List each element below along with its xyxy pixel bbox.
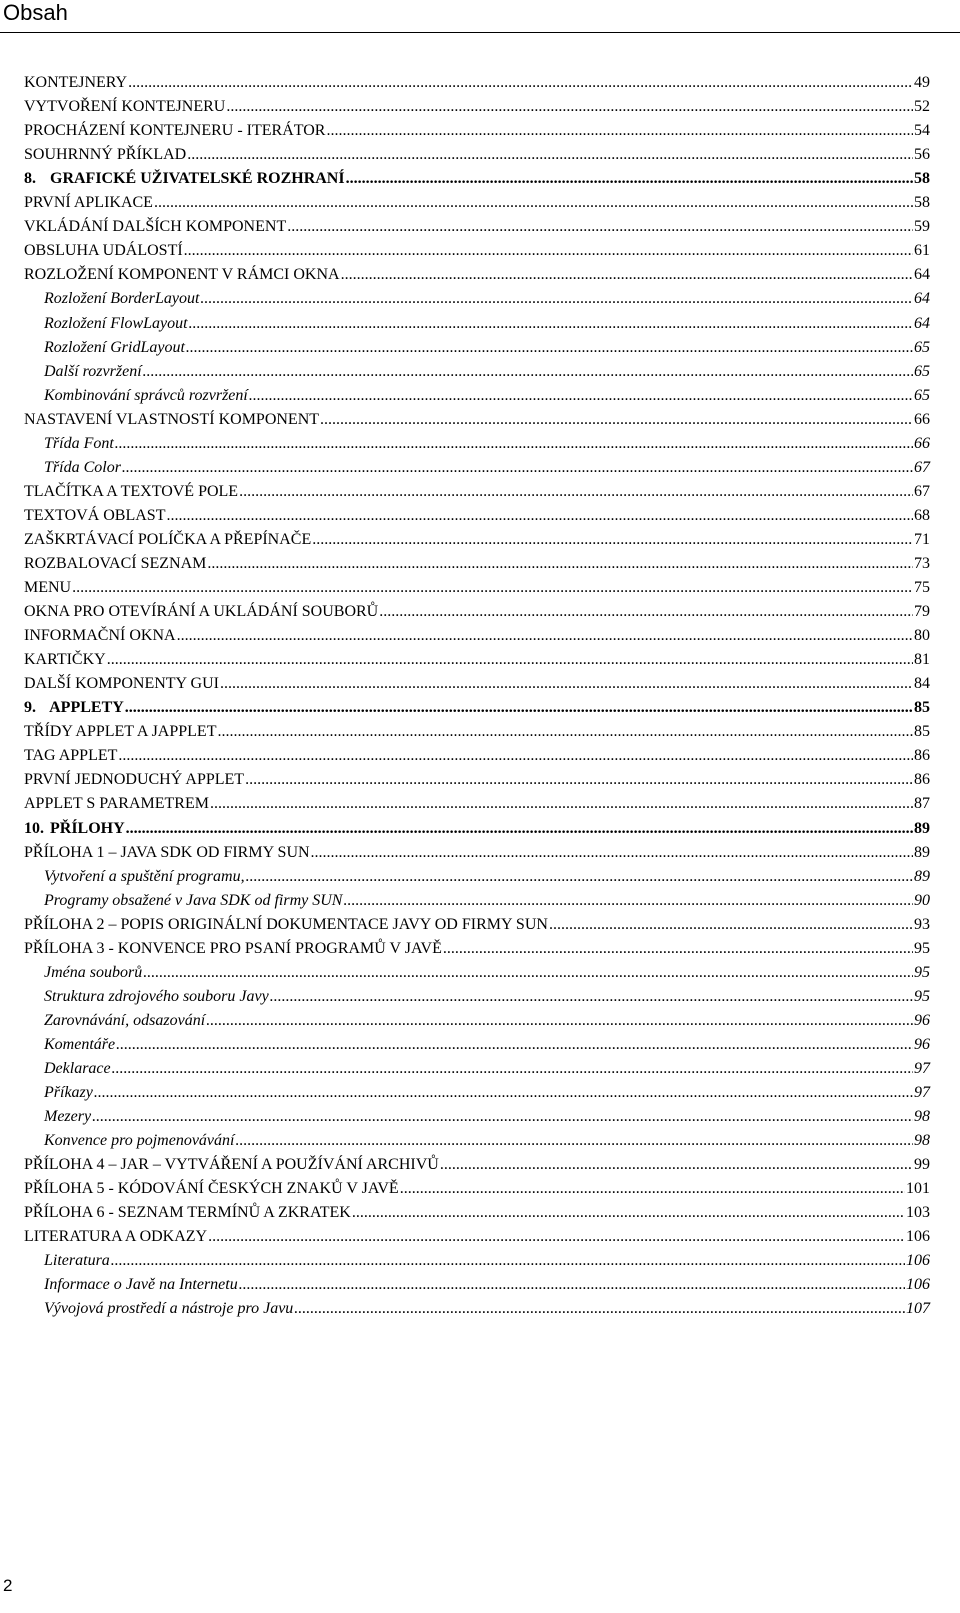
toc-entry-page: 68 (914, 506, 930, 524)
toc-entry-text: TLAČÍTKA A TEXTOVÉ POLE (24, 482, 239, 500)
toc-entry-text: Deklarace (44, 1059, 111, 1077)
toc-entry-label (44, 867, 245, 887)
toc-entry-page: 89 (914, 819, 930, 837)
dot-leader (249, 386, 913, 406)
dot-leader (379, 602, 913, 622)
toc-entry-text: TŘÍDY APPLET A JAPPLET (24, 723, 217, 741)
toc-entry-text: Zarovnávání, odsazování (44, 1011, 206, 1029)
toc-entry-text: Komentáře (44, 1035, 116, 1053)
chapter-number: 8. (24, 170, 36, 188)
toc-entry[interactable] (24, 285, 930, 309)
toc-entry[interactable] (24, 839, 930, 863)
dot-leader (549, 915, 913, 935)
toc-entry-page: 59 (914, 218, 930, 236)
toc-entry-label (44, 314, 188, 334)
toc-entry[interactable] (24, 526, 930, 550)
toc-entry-label (24, 554, 206, 574)
toc-entry-page: 73 (914, 554, 930, 572)
toc-entry-text: SOUHRNNÝ PŘÍKLAD (24, 146, 187, 164)
toc-entry-text: PŘÍLOHA 2 – POPIS ORIGINÁLNÍ DOKUMENTACE JAVY OD FIRMY SUN (24, 915, 548, 933)
toc-entry-label (24, 145, 186, 165)
toc-entry[interactable] (24, 790, 930, 814)
dot-leader (326, 121, 913, 141)
toc-entry-label (24, 915, 548, 935)
dot-leader (186, 338, 913, 358)
dot-leader (126, 819, 913, 839)
toc-entry-label (44, 1107, 91, 1127)
toc-entry-label (44, 1275, 238, 1295)
toc-entry-label (24, 1155, 439, 1175)
toc-entry[interactable] (24, 983, 930, 1007)
toc-entry-label (24, 193, 153, 213)
toc-entry-label (24, 1203, 351, 1223)
toc-entry[interactable] (24, 189, 930, 213)
dot-leader (166, 506, 913, 526)
toc-entry-label (44, 1035, 115, 1055)
dot-leader (294, 1299, 905, 1319)
toc-entry-page: 95 (914, 987, 930, 1005)
dot-leader (177, 626, 913, 646)
dot-leader (220, 674, 913, 694)
toc-entry-page: 98 (914, 1132, 930, 1150)
dot-leader (122, 458, 913, 478)
dot-leader (246, 867, 913, 887)
toc-entry[interactable] (24, 550, 930, 574)
toc-entry-page: 107 (906, 1300, 930, 1318)
dot-leader (239, 1275, 905, 1295)
toc-entry-page: 49 (914, 74, 930, 92)
dot-leader (311, 843, 913, 863)
toc-entry-page: 65 (914, 386, 930, 404)
toc-entry[interactable] (24, 742, 930, 766)
page-title: Obsah (3, 0, 68, 25)
dot-leader (210, 794, 913, 814)
toc-entry-text: Vytvoření a spuštění programu, (44, 867, 245, 885)
toc-entry-label (24, 626, 176, 646)
toc-entry-label (44, 386, 248, 406)
toc-entry-label (44, 362, 142, 382)
toc-entry-page: 85 (914, 723, 930, 741)
toc-entry[interactable] (24, 863, 930, 887)
toc-entry-page: 56 (914, 146, 930, 164)
toc-entry-page: 81 (914, 651, 930, 669)
toc-entry-page: 79 (914, 603, 930, 621)
toc-entry-text: PROCHÁZENÍ KONTEJNERU - ITERÁTOR (24, 122, 326, 140)
toc-entry[interactable] (24, 1247, 930, 1271)
toc-entry-text: Rozložení BorderLayout (44, 290, 200, 308)
dot-leader (346, 169, 913, 189)
toc-entry-label (24, 169, 345, 189)
toc-entry-page: 87 (914, 795, 930, 813)
toc-entry-text: GRAFICKÉ UŽIVATELSKÉ ROZHRANÍ (50, 170, 345, 188)
toc-entry[interactable] (24, 1031, 930, 1055)
toc-entry-page: 67 (914, 482, 930, 500)
toc-entry-text: ROZBALOVACÍ SEZNAM (24, 554, 207, 572)
toc-entry-label (24, 939, 442, 959)
dot-leader (400, 1179, 905, 1199)
dot-leader (235, 1131, 913, 1151)
toc-entry[interactable] (24, 358, 930, 382)
toc-entry-text: VYTVOŘENÍ KONTEJNERU (24, 98, 226, 116)
toc-entry-label (24, 746, 117, 766)
toc-entry-text: Vývojová prostředí a nástroje pro Javu (44, 1300, 294, 1318)
dot-leader (217, 722, 913, 742)
toc-entry-text: Rozložení FlowLayout (44, 314, 188, 332)
toc-entry-page: 65 (914, 338, 930, 356)
toc-entry[interactable] (24, 430, 930, 454)
toc-entry-page: 97 (914, 1084, 930, 1102)
toc-entry-page: 64 (914, 314, 930, 332)
toc-entry-text: DALŠÍ KOMPONENTY GUI (24, 675, 219, 693)
toc-entry[interactable] (24, 1103, 930, 1127)
dot-leader (92, 1107, 913, 1127)
toc-entry-page: 64 (914, 266, 930, 284)
toc-entry-text: ZAŠKRTÁVACÍ POLÍČKA A PŘEPÍNAČE (24, 530, 312, 548)
toc-entry-text: PŘÍLOHA 3 - KONVENCE PRO PSANÍ PROGRAMŮ V JAVĚ (24, 939, 442, 957)
dot-leader (245, 770, 913, 790)
dot-leader (112, 1059, 913, 1079)
table-of-contents (24, 69, 930, 1319)
toc-entry-text: Literatura (44, 1252, 110, 1270)
dot-leader (184, 241, 913, 261)
toc-entry[interactable] (24, 261, 930, 285)
toc-entry-page: 96 (914, 1035, 930, 1053)
toc-entry[interactable] (24, 502, 930, 526)
toc-entry-label (24, 121, 325, 141)
toc-entry-text: Jména souborů (44, 963, 143, 981)
page-header (0, 0, 960, 33)
toc-entry-text: PŘÍLOHA 1 – JAVA SDK OD FIRMY SUN (24, 843, 310, 861)
toc-entry-label (44, 1083, 93, 1103)
toc-entry[interactable] (24, 694, 930, 718)
dot-leader (107, 650, 913, 670)
dot-leader (287, 217, 913, 237)
chapter-number: 10. (24, 819, 44, 837)
toc-entry-label (24, 73, 127, 93)
toc-entry-text: Příkazy (44, 1084, 93, 1102)
dot-leader (116, 1035, 913, 1055)
toc-entry-label (44, 891, 342, 911)
toc-entry-text: KONTEJNERY (24, 74, 128, 92)
dot-leader (312, 530, 913, 550)
dot-leader (128, 73, 913, 93)
toc-entry[interactable] (24, 959, 930, 983)
dot-leader (111, 1251, 905, 1271)
toc-entry[interactable] (24, 141, 930, 165)
dot-leader (343, 891, 913, 911)
toc-entry-label (24, 530, 311, 550)
dot-leader (154, 193, 913, 213)
toc-entry-label (24, 794, 209, 814)
toc-entry-page: 58 (914, 170, 930, 188)
toc-entry[interactable] (24, 766, 930, 790)
toc-entry-page: 96 (914, 1011, 930, 1029)
toc-entry-page: 97 (914, 1059, 930, 1077)
toc-entry[interactable] (24, 887, 930, 911)
toc-entry-text: MENU (24, 579, 72, 597)
toc-entry-text: APPLET S PARAMETREM (24, 795, 209, 813)
toc-entry[interactable] (24, 1007, 930, 1031)
toc-entry-page: 75 (914, 579, 930, 597)
toc-entry[interactable] (24, 718, 930, 742)
toc-entry-label (24, 1179, 399, 1199)
dot-leader (440, 1155, 913, 1175)
toc-entry[interactable] (24, 911, 930, 935)
dot-leader (206, 1011, 913, 1031)
toc-entry-text: ROZLOŽENÍ KOMPONENT V RÁMCI OKNA (24, 266, 340, 284)
toc-entry[interactable] (24, 213, 930, 237)
toc-entry-page: 86 (914, 747, 930, 765)
toc-entry-label (24, 97, 225, 117)
dot-leader (270, 987, 913, 1007)
dot-leader (207, 554, 913, 574)
toc-entry-text: Konvence pro pojmenovávání (44, 1132, 235, 1150)
dot-leader (200, 289, 913, 309)
dot-leader (226, 97, 913, 117)
toc-entry[interactable] (24, 814, 930, 838)
toc-entry-text: APPLETY (49, 699, 124, 717)
dot-leader (118, 746, 913, 766)
toc-entry-text: PŘÍLOHY (50, 819, 125, 837)
toc-entry[interactable] (24, 1079, 930, 1103)
toc-entry-page: 64 (914, 290, 930, 308)
toc-entry-label (24, 482, 238, 502)
toc-entry-label (44, 338, 185, 358)
page-number: 2 (3, 1576, 13, 1595)
toc-entry-page: 103 (906, 1204, 930, 1222)
toc-entry[interactable] (24, 69, 930, 93)
toc-entry-page: 84 (914, 675, 930, 693)
toc-entry-label (24, 770, 244, 790)
toc-entry[interactable] (24, 574, 930, 598)
toc-entry-label (44, 458, 121, 478)
toc-entry-label (44, 1059, 111, 1079)
toc-entry[interactable] (24, 1127, 930, 1151)
toc-entry-page: 71 (914, 530, 930, 548)
dot-leader (125, 698, 913, 718)
toc-entry-page: 101 (906, 1180, 930, 1198)
toc-entry-text: Mezery (44, 1108, 92, 1126)
toc-entry-page: 106 (906, 1228, 930, 1246)
toc-entry-text: NASTAVENÍ VLASTNOSTÍ KOMPONENT (24, 410, 320, 428)
dot-leader (187, 145, 913, 165)
toc-entry-text: PŘÍLOHA 5 - KÓDOVÁNÍ ČESKÝCH ZNAKŮ V JAVĚ (24, 1180, 399, 1198)
toc-entry[interactable] (24, 1175, 930, 1199)
toc-entry-page: 61 (914, 242, 930, 260)
dot-leader (189, 314, 913, 334)
toc-entry[interactable] (24, 1295, 930, 1319)
toc-entry-label (44, 1299, 293, 1319)
toc-entry-text: PRVNÍ APLIKACE (24, 194, 153, 212)
toc-entry-text: VKLÁDÁNÍ DALŠÍCH KOMPONENT (24, 218, 287, 236)
toc-entry-text: OKNA PRO OTEVÍRÁNÍ A UKLÁDÁNÍ SOUBORŮ (24, 603, 379, 621)
toc-entry-text: PŘÍLOHA 6 - SEZNAM TERMÍNŮ A ZKRATEK (24, 1204, 351, 1222)
toc-entry-page: 98 (914, 1108, 930, 1126)
toc-entry-label (24, 602, 378, 622)
toc-entry-label (24, 578, 71, 598)
toc-entry[interactable] (24, 622, 930, 646)
toc-entry-label (24, 843, 310, 863)
toc-entry-page: 90 (914, 891, 930, 909)
toc-entry[interactable] (24, 1223, 930, 1247)
toc-entry-page: 89 (914, 867, 930, 885)
toc-entry-page: 106 (906, 1276, 930, 1294)
toc-entry[interactable] (24, 334, 930, 358)
toc-entry-page: 54 (914, 122, 930, 140)
toc-entry-label (44, 1011, 205, 1031)
toc-entry[interactable] (24, 406, 930, 430)
toc-entry[interactable] (24, 935, 930, 959)
toc-entry[interactable] (24, 1151, 930, 1175)
toc-entry[interactable] (24, 117, 930, 141)
dot-leader (72, 578, 913, 598)
toc-entry-page: 65 (914, 362, 930, 380)
toc-entry[interactable] (24, 237, 930, 261)
toc-entry-page: 58 (914, 194, 930, 212)
toc-entry[interactable] (24, 478, 930, 502)
toc-entry-page: 52 (914, 98, 930, 116)
dot-leader (143, 362, 913, 382)
toc-entry[interactable] (24, 165, 930, 189)
toc-entry-label (24, 674, 219, 694)
toc-entry-label (44, 434, 114, 454)
dot-leader (208, 1227, 905, 1247)
toc-entry-label (44, 1251, 110, 1271)
toc-entry-label (44, 963, 142, 983)
toc-entry-label (44, 1131, 234, 1151)
toc-entry-label (24, 698, 124, 718)
toc-entry[interactable] (24, 93, 930, 117)
dot-leader (352, 1203, 905, 1223)
toc-entry-text: TEXTOVÁ OBLAST (24, 506, 166, 524)
chapter-number: 9. (24, 699, 36, 717)
toc-entry-page: 85 (914, 699, 930, 717)
toc-entry-text: INFORMAČNÍ OKNA (24, 627, 176, 645)
toc-entry[interactable] (24, 646, 930, 670)
toc-entry-text: Další rozvržení (44, 362, 142, 380)
toc-entry-text: Struktura zdrojového souboru Javy (44, 987, 269, 1005)
toc-entry[interactable] (24, 1055, 930, 1079)
toc-entry-text: Informace o Javě na Internetu (44, 1276, 238, 1294)
toc-entry-text: Programy obsažené v Java SDK od firmy SUN (44, 891, 343, 909)
toc-entry-page: 93 (914, 915, 930, 933)
toc-entry-page: 95 (914, 939, 930, 957)
toc-entry-text: PRVNÍ JEDNODUCHÝ APPLET (24, 771, 245, 789)
toc-entry-label (24, 650, 106, 670)
toc-entry-label (24, 217, 286, 237)
dot-leader (341, 265, 913, 285)
toc-entry-page: 89 (914, 843, 930, 861)
toc-entry-label (24, 265, 340, 285)
toc-entry-label (24, 819, 125, 839)
toc-entry-text: Rozložení GridLayout (44, 338, 185, 356)
toc-entry[interactable] (24, 1271, 930, 1295)
toc-entry-text: Třída Color (44, 458, 121, 476)
toc-entry-label (24, 241, 183, 261)
toc-entry-label (44, 987, 269, 1007)
toc-entry-label (24, 410, 319, 430)
dot-leader (239, 482, 913, 502)
toc-entry[interactable] (24, 598, 930, 622)
dot-leader (115, 434, 913, 454)
toc-entry[interactable] (24, 1199, 930, 1223)
toc-entry-text: LITERATURA A ODKAZY (24, 1228, 208, 1246)
toc-entry-label (24, 506, 165, 526)
dot-leader (94, 1083, 913, 1103)
toc-entry-page: 80 (914, 627, 930, 645)
toc-entry-text: Třída Font (44, 434, 114, 452)
toc-entry-page: 86 (914, 771, 930, 789)
toc-entry-page: 99 (914, 1156, 930, 1174)
toc-entry-text: KARTIČKY (24, 651, 106, 669)
dot-leader (320, 410, 913, 430)
dot-leader (443, 939, 913, 959)
toc-entry-label (24, 1227, 207, 1247)
toc-entry-page: 66 (914, 434, 930, 452)
dot-leader (143, 963, 913, 983)
toc-entry-label (24, 722, 216, 742)
toc-entry-text: Kombinování správců rozvržení (44, 386, 248, 404)
toc-entry-text: TAG APPLET (24, 747, 118, 765)
toc-entry-text: PŘÍLOHA 4 – JAR – VYTVÁŘENÍ A POUŽÍVÁNÍ ARCHIVŮ (24, 1156, 439, 1174)
toc-entry-page: 95 (914, 963, 930, 981)
toc-entry-page: 106 (906, 1252, 930, 1270)
toc-entry-page: 66 (914, 410, 930, 428)
toc-entry[interactable] (24, 309, 930, 333)
toc-entry-label (44, 289, 199, 309)
toc-entry[interactable] (24, 670, 930, 694)
toc-entry-text: OBSLUHA UDÁLOSTÍ (24, 242, 183, 260)
toc-entry-page: 67 (914, 458, 930, 476)
toc-entry[interactable] (24, 382, 930, 406)
toc-entry[interactable] (24, 454, 930, 478)
